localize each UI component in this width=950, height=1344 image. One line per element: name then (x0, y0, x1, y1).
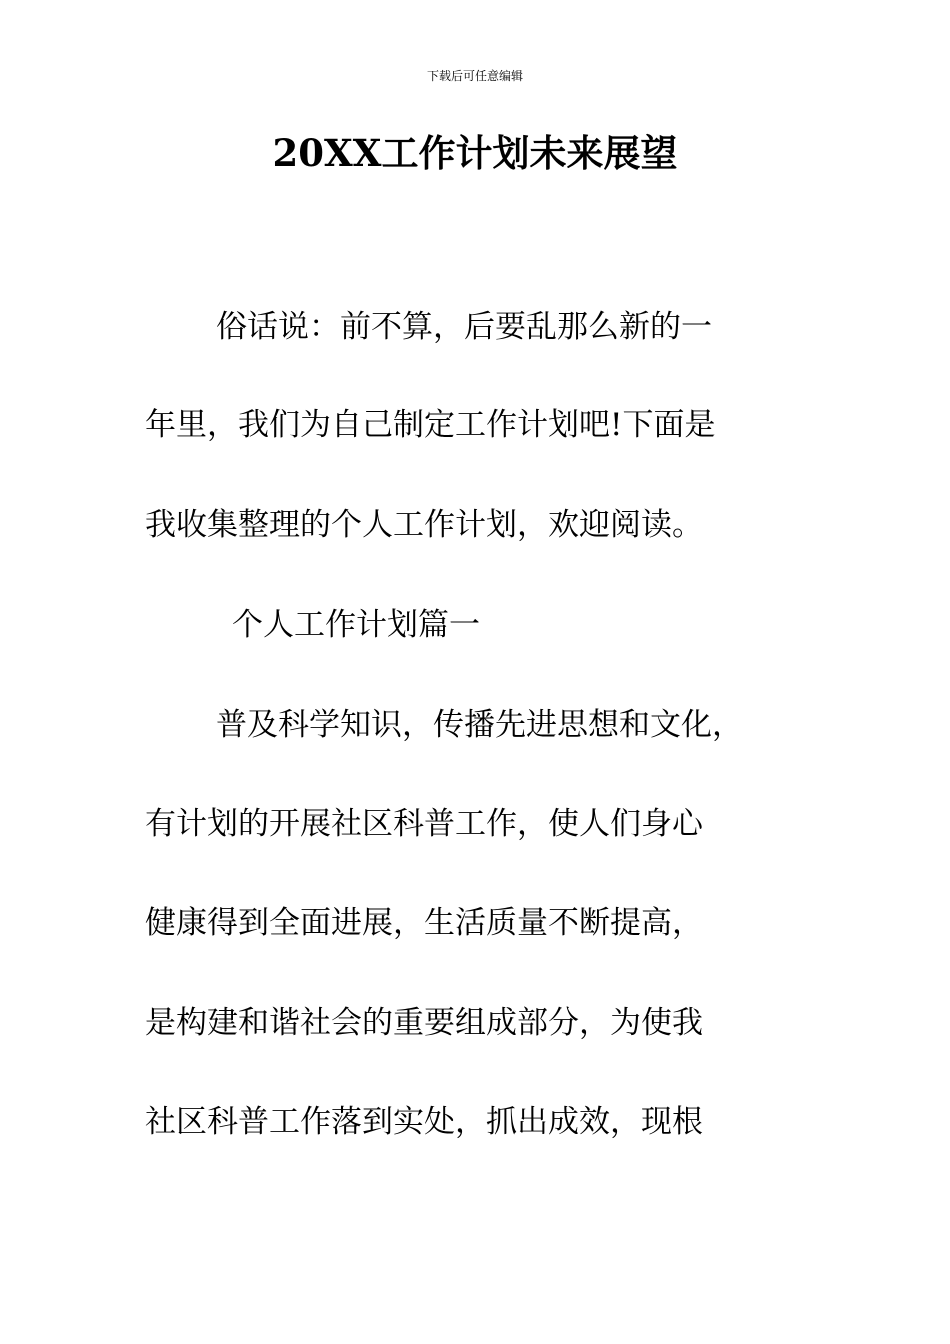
paragraph-line: 是构建和谐社会的重要组成部分，为使我 (145, 1005, 703, 1041)
header-note: 下载后可任意编辑 (426, 69, 523, 83)
section-heading: 个人工作计划篇一 (232, 607, 480, 643)
paragraph-line: 我收集整理的个人工作计划，欢迎阅读。 (145, 507, 703, 543)
paragraph-line: 普及科学知识，传播先进思想和文化， (216, 707, 743, 743)
paragraph-line: 社区科普工作落到实处，抓出成效，现根 (145, 1104, 703, 1140)
paragraph-line: 年里，我们为自己制定工作计划吧!下面是 (145, 407, 716, 443)
paragraph-line: 健康得到全面进展，生活质量不断提高， (145, 905, 703, 941)
paragraph-line: 俗话说：前不算，后要乱那么新的一 (216, 309, 712, 345)
document-title: 20XX工作计划未来展望 (272, 131, 678, 175)
paragraph-line: 有计划的开展社区科普工作，使人们身心 (145, 806, 703, 842)
